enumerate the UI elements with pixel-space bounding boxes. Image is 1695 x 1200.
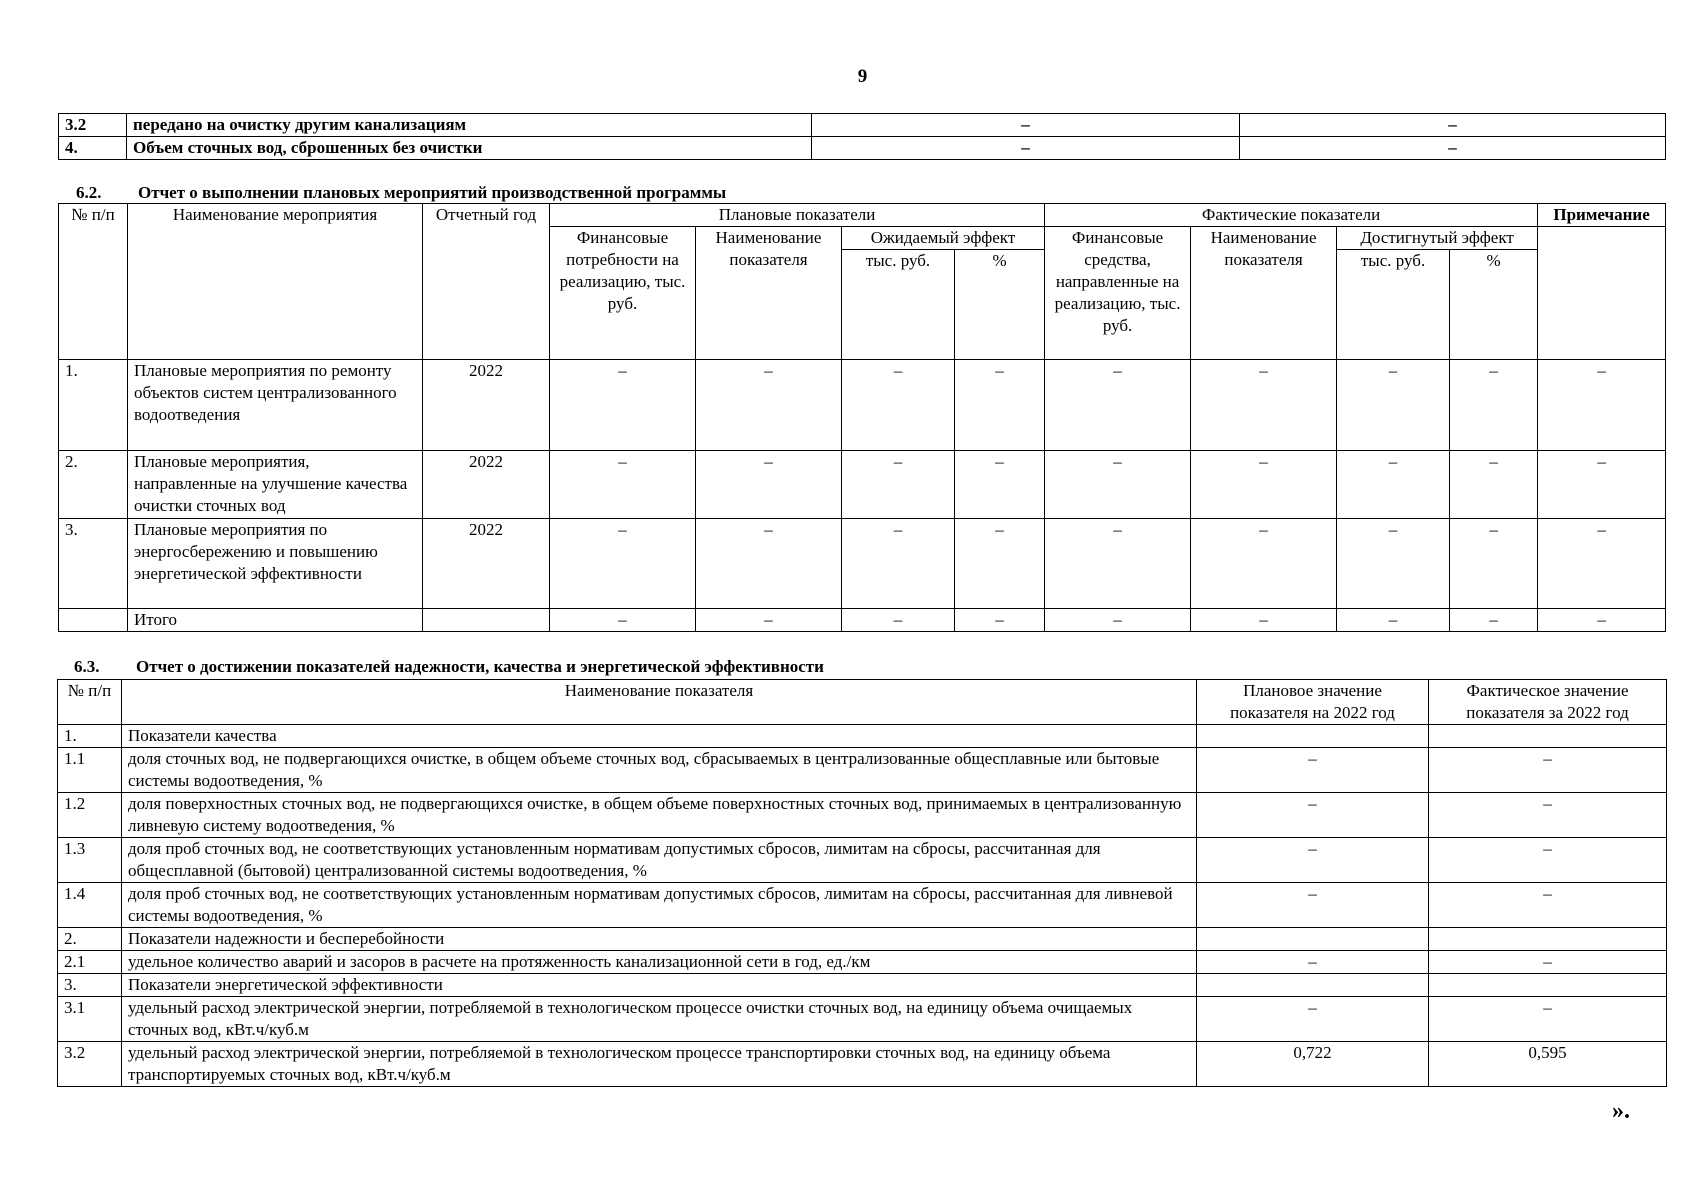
row-value: – bbox=[550, 609, 696, 632]
row-name: Итого bbox=[128, 609, 423, 632]
header-num: № п/п bbox=[59, 204, 128, 360]
section-title bbox=[74, 656, 824, 678]
row-number: 4. bbox=[59, 137, 127, 160]
row-name: Показатели надежности и бесперебойности bbox=[122, 928, 1197, 951]
row-fact: – bbox=[1429, 838, 1667, 883]
row-value: – bbox=[550, 360, 696, 451]
row-value: – bbox=[1538, 519, 1666, 609]
header-name: Наименование мероприятия bbox=[128, 204, 423, 360]
header-plan-pct: % bbox=[955, 250, 1045, 360]
table-row bbox=[59, 451, 1666, 519]
table-row bbox=[58, 838, 1667, 883]
section-title-text: Отчет о достижении показателей надежности, качества и энергетической эффективности bbox=[136, 657, 824, 676]
header-fact-fin: Финансовые средства, направленные на реализацию, тыс. руб. bbox=[1045, 227, 1191, 360]
header-fact-effect: Достигнутый эффект bbox=[1337, 227, 1538, 250]
row-name: удельное количество аварий и засоров в расчете на протяженность канализационной сети в год, ед./км bbox=[122, 951, 1197, 974]
section-number: 6.2. bbox=[76, 183, 102, 202]
row-number: 3.2 bbox=[58, 1042, 122, 1087]
row-value: – bbox=[1045, 360, 1191, 451]
row-value: – bbox=[955, 519, 1045, 609]
header-note: Примечание bbox=[1538, 204, 1666, 227]
row-number: 1.2 bbox=[58, 793, 122, 838]
row-value: – bbox=[1337, 451, 1450, 519]
row-number: 2. bbox=[58, 928, 122, 951]
row-fact bbox=[1429, 725, 1667, 748]
continuation-table bbox=[58, 113, 1666, 160]
row-fact: – bbox=[1429, 793, 1667, 838]
row-value: – bbox=[1191, 519, 1337, 609]
row-value: – bbox=[955, 360, 1045, 451]
row-value: – bbox=[696, 360, 842, 451]
row-value: – bbox=[1337, 609, 1450, 632]
row-plan bbox=[1197, 928, 1429, 951]
row-value: – bbox=[842, 360, 955, 451]
row-value: – bbox=[696, 519, 842, 609]
row-value: – bbox=[1045, 519, 1191, 609]
row-value: – bbox=[955, 609, 1045, 632]
row-fact bbox=[1429, 928, 1667, 951]
row-number: 1. bbox=[59, 360, 128, 451]
row-plan: 0,722 bbox=[1197, 1042, 1429, 1087]
row-number: 2. bbox=[59, 451, 128, 519]
row-name: Объем сточных вод, сброшенных без очистки bbox=[127, 137, 812, 160]
page-number: 9 bbox=[857, 66, 868, 87]
row-number: 1.3 bbox=[58, 838, 122, 883]
row-value: – bbox=[812, 114, 1240, 137]
table-row bbox=[58, 1042, 1667, 1087]
row-value: – bbox=[1538, 609, 1666, 632]
row-value: – bbox=[1045, 609, 1191, 632]
end-mark: ». bbox=[1612, 1098, 1630, 1124]
row-value: – bbox=[1538, 360, 1666, 451]
row-number: 1.4 bbox=[58, 883, 122, 928]
table-row bbox=[58, 997, 1667, 1042]
row-value: – bbox=[1337, 519, 1450, 609]
row-number: 3. bbox=[59, 519, 128, 609]
row-plan: – bbox=[1197, 883, 1429, 928]
row-value: – bbox=[842, 519, 955, 609]
row-value: – bbox=[1450, 360, 1538, 451]
section-title bbox=[76, 182, 726, 204]
row-value: – bbox=[955, 451, 1045, 519]
header-year: Отчетный год bbox=[423, 204, 550, 360]
row-number: 1.1 bbox=[58, 748, 122, 793]
table-row bbox=[58, 883, 1667, 928]
table-row bbox=[59, 609, 1666, 632]
row-value: – bbox=[812, 137, 1240, 160]
row-plan: – bbox=[1197, 951, 1429, 974]
row-plan: – bbox=[1197, 793, 1429, 838]
row-name: Плановые мероприятия по ремонту объектов систем централизованного водоотведения bbox=[128, 360, 423, 451]
row-name: доля проб сточных вод, не соответствующих установленным нормативам допустимых сбросов, лимитам на сбросы, рассчитанная для общесплавной (бытовой) централизованной системы водоотведения, % bbox=[122, 838, 1197, 883]
row-value: – bbox=[696, 451, 842, 519]
table-row bbox=[58, 974, 1667, 997]
row-name: передано на очистку другим канализациям bbox=[127, 114, 812, 137]
row-value: – bbox=[842, 609, 955, 632]
row-value: – bbox=[696, 609, 842, 632]
header-fact-indicator: Наименование показателя bbox=[1191, 227, 1337, 360]
row-year bbox=[423, 609, 550, 632]
row-plan bbox=[1197, 725, 1429, 748]
row-value: – bbox=[1538, 451, 1666, 519]
row-value: – bbox=[1337, 360, 1450, 451]
planned-activities-table bbox=[58, 203, 1666, 632]
row-number: 3.2 bbox=[59, 114, 127, 137]
header-plan-fin: Финансовые потребности на реализацию, тыс. руб. bbox=[550, 227, 696, 360]
row-name: доля поверхностных сточных вод, не подвергающихся очистке, в общем объеме поверхностных сточных вод, принимаемых в централизованную ливневую систему водоотведения, % bbox=[122, 793, 1197, 838]
row-name: Показатели энергетической эффективности bbox=[122, 974, 1197, 997]
row-plan: – bbox=[1197, 997, 1429, 1042]
header-note-blank bbox=[1538, 227, 1666, 360]
header-planned: Плановые показатели bbox=[550, 204, 1045, 227]
row-value: – bbox=[1240, 137, 1666, 160]
row-name: Плановые мероприятия, направленные на улучшение качества очистки сточных вод bbox=[128, 451, 423, 519]
row-name: доля сточных вод, не подвергающихся очистке, в общем объеме сточных вод, сбрасываемых в централизованные общесплавные или бытовые системы водоотведения, % bbox=[122, 748, 1197, 793]
row-value: – bbox=[1450, 451, 1538, 519]
header-actual: Фактические показатели bbox=[1045, 204, 1538, 227]
section-number: 6.3. bbox=[74, 657, 100, 676]
header-plan-effect: Ожидаемый эффект bbox=[842, 227, 1045, 250]
row-year: 2022 bbox=[423, 360, 550, 451]
table-row bbox=[58, 928, 1667, 951]
header-plan: Плановое значение показателя на 2022 год bbox=[1197, 680, 1429, 725]
row-year: 2022 bbox=[423, 519, 550, 609]
row-value: – bbox=[550, 451, 696, 519]
table-row bbox=[59, 519, 1666, 609]
header-plan-rub: тыс. руб. bbox=[842, 250, 955, 360]
row-value: – bbox=[550, 519, 696, 609]
row-number: 3. bbox=[58, 974, 122, 997]
row-year: 2022 bbox=[423, 451, 550, 519]
table-row bbox=[58, 951, 1667, 974]
row-plan bbox=[1197, 974, 1429, 997]
row-value: – bbox=[842, 451, 955, 519]
header-fact-rub: тыс. руб. bbox=[1337, 250, 1450, 360]
row-plan: – bbox=[1197, 838, 1429, 883]
row-fact: – bbox=[1429, 997, 1667, 1042]
row-value: – bbox=[1240, 114, 1666, 137]
row-fact: – bbox=[1429, 748, 1667, 793]
header-name: Наименование показателя bbox=[122, 680, 1197, 725]
row-number: 1. bbox=[58, 725, 122, 748]
row-name: удельный расход электрической энергии, потребляемой в технологическом процессе очистки сточных вод, на единицу объема очищаемых сточных вод, кВт.ч/куб.м bbox=[122, 997, 1197, 1042]
row-fact: – bbox=[1429, 883, 1667, 928]
row-fact: 0,595 bbox=[1429, 1042, 1667, 1087]
row-name: Плановые мероприятия по энергосбережению и повышению энергетической эффективности bbox=[128, 519, 423, 609]
table-row bbox=[59, 137, 1666, 160]
header-fact-pct: % bbox=[1450, 250, 1538, 360]
header-fact: Фактическое значение показателя за 2022 год bbox=[1429, 680, 1667, 725]
row-fact: – bbox=[1429, 951, 1667, 974]
row-value: – bbox=[1045, 451, 1191, 519]
table-row bbox=[58, 748, 1667, 793]
header-num: № п/п bbox=[58, 680, 122, 725]
table-row bbox=[58, 793, 1667, 838]
row-value: – bbox=[1450, 609, 1538, 632]
row-name: доля проб сточных вод, не соответствующих установленным нормативам допустимых сбросов, лимитам на сбросы, рассчитанная для ливневой системы водоотведения, % bbox=[122, 883, 1197, 928]
row-value: – bbox=[1450, 519, 1538, 609]
row-number: 3.1 bbox=[58, 997, 122, 1042]
row-value: – bbox=[1191, 451, 1337, 519]
row-value: – bbox=[1191, 609, 1337, 632]
row-value: – bbox=[1191, 360, 1337, 451]
header-plan-indicator: Наименование показателя bbox=[696, 227, 842, 360]
indicators-table bbox=[57, 679, 1667, 1087]
row-name: Показатели качества bbox=[122, 725, 1197, 748]
table-row bbox=[58, 725, 1667, 748]
row-number bbox=[59, 609, 128, 632]
row-number: 2.1 bbox=[58, 951, 122, 974]
row-plan: – bbox=[1197, 748, 1429, 793]
row-fact bbox=[1429, 974, 1667, 997]
section-title-text: Отчет о выполнении плановых мероприятий производственной программы bbox=[138, 183, 727, 202]
table-row bbox=[59, 360, 1666, 451]
table-row bbox=[59, 114, 1666, 137]
row-name: удельный расход электрической энергии, потребляемой в технологическом процессе транспортировки сточных вод, на единицу объема транспортируемых сточных вод, кВт.ч/куб.м bbox=[122, 1042, 1197, 1087]
